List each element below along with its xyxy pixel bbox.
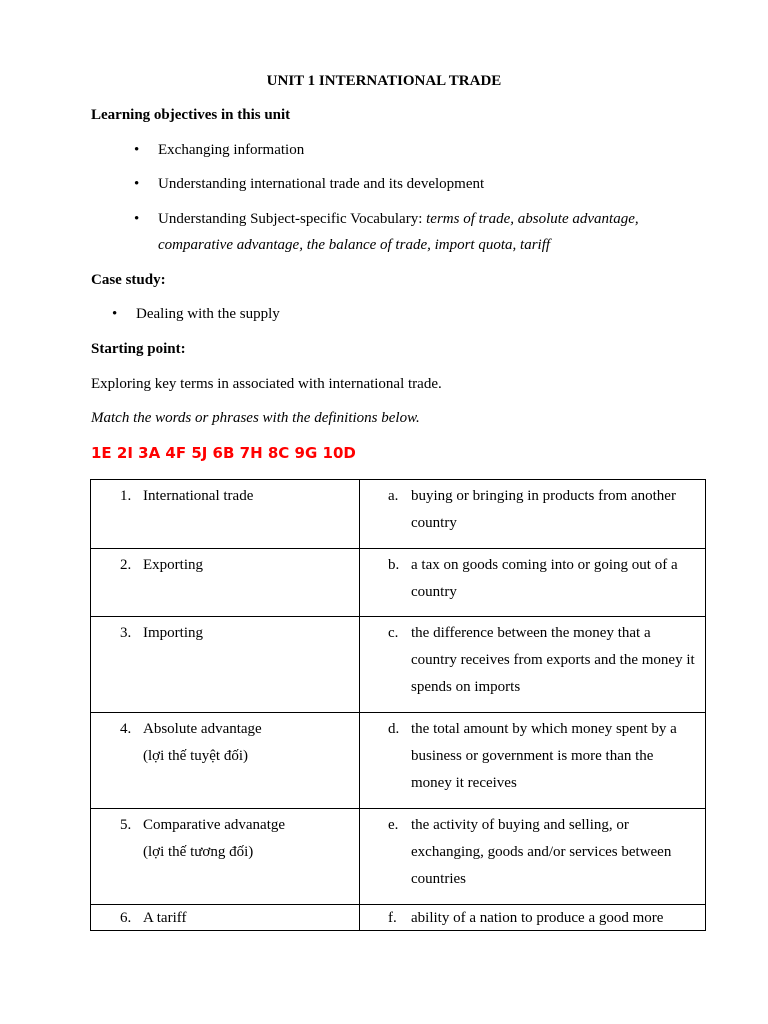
- definition-cell: [360, 809, 706, 905]
- term-number: 3.: [120, 625, 132, 641]
- term-text: Importing: [143, 625, 203, 641]
- vocab-terms: terms of trade, absolute advantage,: [426, 211, 639, 227]
- term-translation: (lợi thế tương đối): [143, 843, 254, 860]
- definition-text: a tax on goods coming into or going out of a: [411, 557, 678, 573]
- term-number: 1.: [120, 488, 132, 504]
- term-text: A tariff: [143, 910, 187, 926]
- vocab-terms-continued: comparative advantage, the balance of trade, import quota, tariff: [158, 237, 551, 253]
- definition-letter: f.: [388, 910, 397, 926]
- definition-letter: e.: [388, 817, 399, 833]
- definition-text: country: [411, 514, 457, 531]
- term-text: Exporting: [143, 557, 203, 573]
- table-row: [91, 905, 706, 931]
- term-cell: [91, 480, 360, 549]
- term-text: Absolute advantage: [143, 721, 262, 737]
- definition-text: spends on imports: [411, 678, 521, 695]
- term-text: International trade: [143, 488, 254, 504]
- case-study-heading: Case study:: [91, 272, 166, 288]
- table-row: [91, 480, 706, 549]
- bullet-icon: •: [134, 176, 140, 192]
- definition-text: the activity of buying and selling, or: [411, 817, 629, 833]
- term-translation: (lợi thế tuyệt đối): [143, 747, 248, 764]
- starting-point-heading: Starting point:: [91, 341, 186, 357]
- table-row: [91, 713, 706, 809]
- definition-letter: d.: [388, 721, 400, 737]
- term-number: 4.: [120, 721, 132, 737]
- definition-text: the difference between the money that a: [411, 625, 651, 641]
- definition-cell: [360, 480, 706, 549]
- answer-key: 1E 2I 3A 4F 5J 6B 7H 8C 9G 10D: [91, 444, 356, 462]
- starting-point-text: Exploring key terms in associated with international trade.: [91, 376, 442, 392]
- bullet-icon: •: [134, 211, 140, 227]
- definition-text: business or government is more than the: [411, 747, 654, 764]
- definition-text: money it receives: [411, 774, 517, 791]
- term-cell: [91, 617, 360, 713]
- term-cell: [91, 549, 360, 617]
- term-number: 6.: [120, 910, 132, 926]
- bullet-icon: •: [112, 306, 118, 322]
- table-row: [91, 549, 706, 617]
- objective-item: Exchanging information: [158, 142, 305, 158]
- definition-text: ability of a nation to produce a good more: [411, 910, 664, 926]
- definition-cell: [360, 617, 706, 713]
- definition-text: country receives from exports and the money it: [411, 651, 695, 668]
- match-instruction: Match the words or phrases with the definitions below.: [91, 410, 420, 426]
- vocab-prefix: Understanding Subject-specific Vocabulary:: [158, 211, 427, 227]
- term-text: Comparative advanatge: [143, 817, 286, 833]
- table-row: [91, 617, 706, 713]
- definition-text: exchanging, goods and/or services between: [411, 843, 672, 860]
- term-cell: [91, 713, 360, 809]
- objective-item: Understanding international trade and its development: [158, 176, 485, 192]
- definition-letter: b.: [388, 557, 400, 573]
- case-study-item: Dealing with the supply: [136, 306, 280, 322]
- definition-text: the total amount by which money spent by a: [411, 721, 677, 737]
- term-number: 5.: [120, 817, 132, 833]
- definition-letter: a.: [388, 488, 399, 504]
- unit-title: UNIT 1 INTERNATIONAL TRADE: [266, 73, 502, 89]
- definition-text: countries: [411, 870, 466, 887]
- definition-text: country: [411, 583, 457, 600]
- objectives-heading: Learning objectives in this unit: [91, 107, 291, 123]
- definition-letter: c.: [388, 625, 399, 641]
- objective-item-vocabulary: [158, 209, 639, 229]
- term-cell: [91, 905, 360, 931]
- definition-cell: [360, 713, 706, 809]
- matching-table: [90, 479, 706, 931]
- term-number: 2.: [120, 557, 132, 573]
- definition-cell: [360, 549, 706, 617]
- definition-cell: [360, 905, 706, 931]
- term-cell: [91, 809, 360, 905]
- bullet-icon: •: [134, 142, 140, 158]
- table-row: [91, 809, 706, 905]
- definition-text: buying or bringing in products from another: [411, 488, 676, 504]
